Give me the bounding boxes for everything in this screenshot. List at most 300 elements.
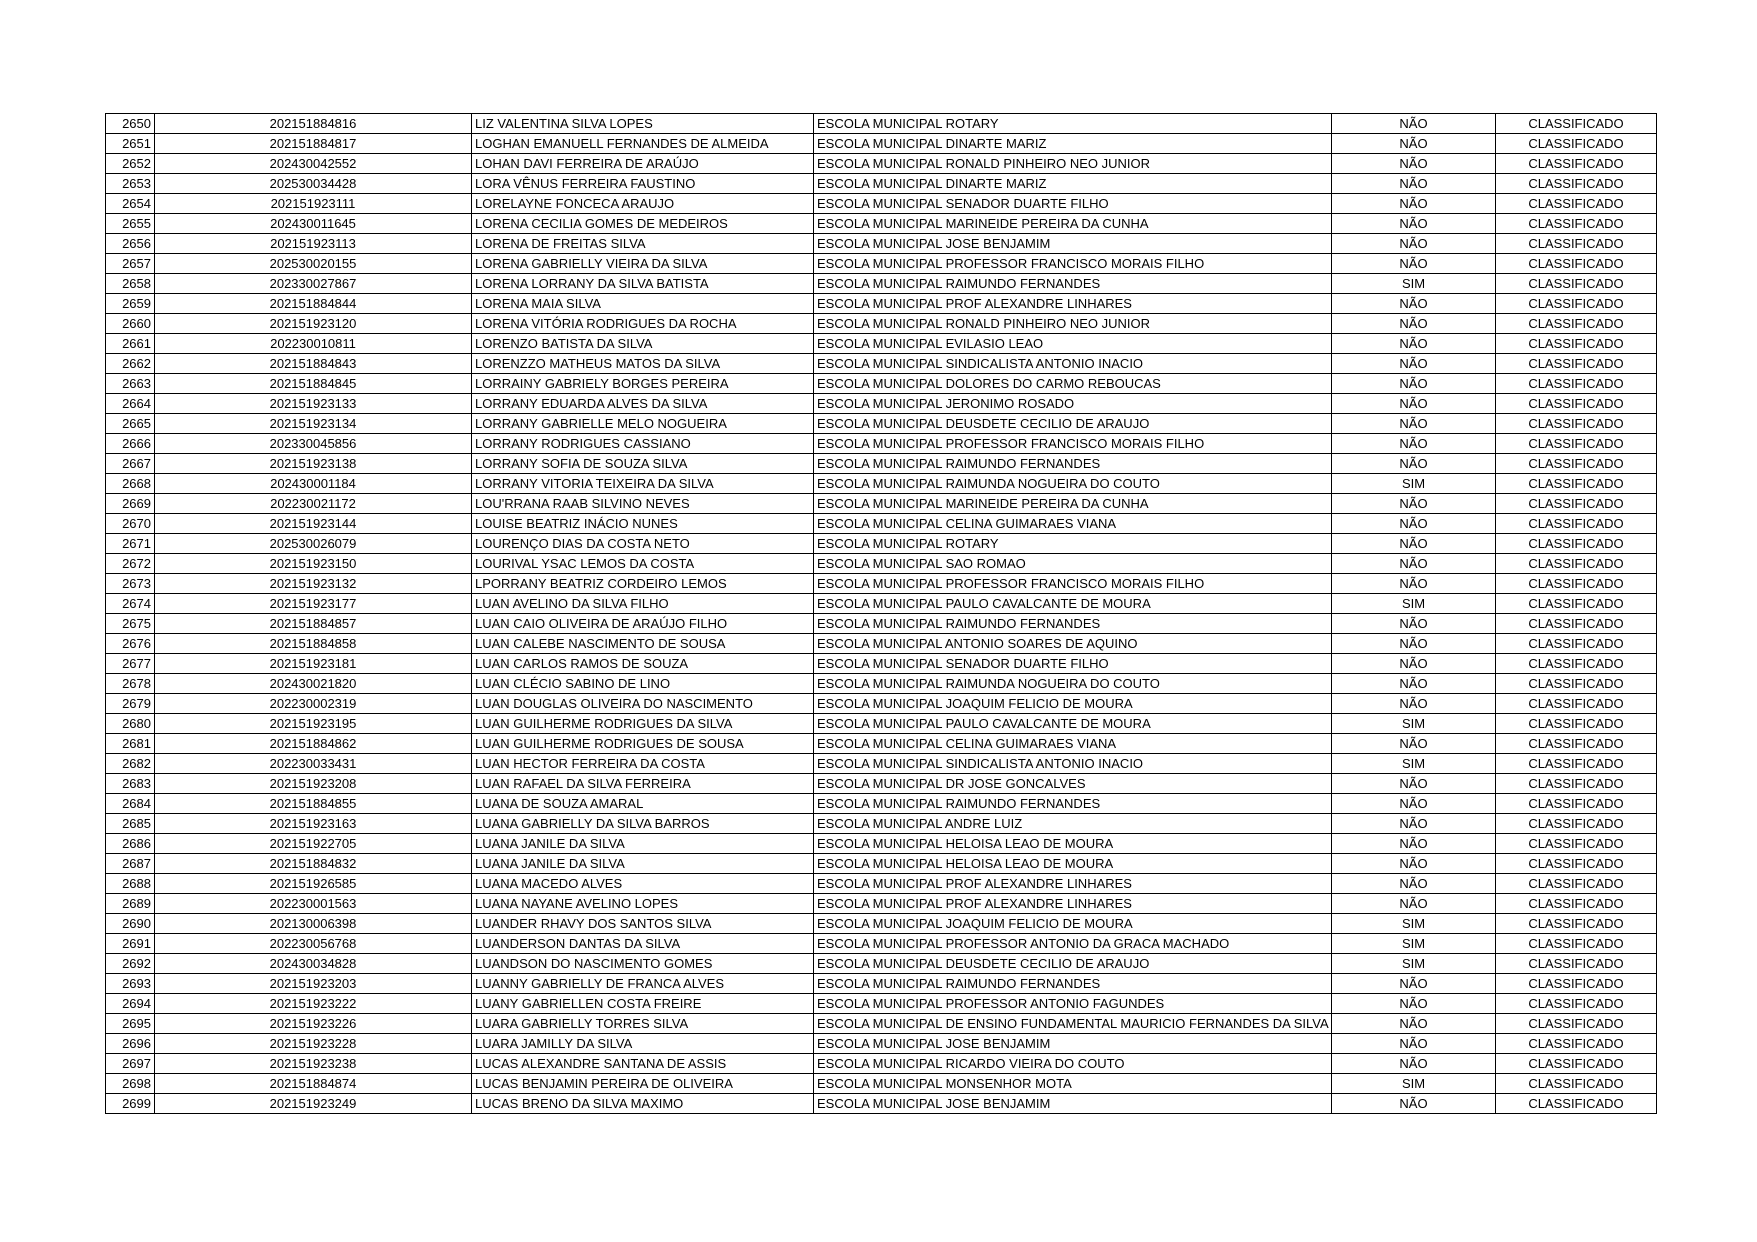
- status-cell: CLASSIFICADO: [1496, 874, 1657, 894]
- table-row: [106, 634, 1657, 654]
- row-number-cell: 2662: [106, 354, 155, 374]
- row-number-cell: 2658: [106, 274, 155, 294]
- student-name-cell: LORRANY EDUARDA ALVES DA SILVA: [472, 394, 814, 414]
- sim-nao-cell: NÃO: [1332, 434, 1496, 454]
- table-row: [106, 1074, 1657, 1094]
- student-name-cell: LUAN GUILHERME RODRIGUES DA SILVA: [472, 714, 814, 734]
- row-number-cell: 2654: [106, 194, 155, 214]
- registration-id-cell: 202151884857: [155, 614, 472, 634]
- sim-nao-cell: SIM: [1332, 714, 1496, 734]
- school-name-cell: ESCOLA MUNICIPAL RAIMUNDO FERNANDES: [814, 794, 1332, 814]
- sim-nao-cell: NÃO: [1332, 814, 1496, 834]
- registration-id-cell: 202230021172: [155, 494, 472, 514]
- row-number-cell: 2689: [106, 894, 155, 914]
- registration-id-cell: 202151923208: [155, 774, 472, 794]
- row-number-cell: 2650: [106, 114, 155, 134]
- table-row: [106, 234, 1657, 254]
- row-number-cell: 2652: [106, 154, 155, 174]
- table-row: [106, 734, 1657, 754]
- table-row: [106, 274, 1657, 294]
- status-cell: CLASSIFICADO: [1496, 694, 1657, 714]
- row-number-cell: 2656: [106, 234, 155, 254]
- status-cell: CLASSIFICADO: [1496, 594, 1657, 614]
- status-cell: CLASSIFICADO: [1496, 234, 1657, 254]
- status-cell: CLASSIFICADO: [1496, 674, 1657, 694]
- sim-nao-cell: NÃO: [1332, 894, 1496, 914]
- status-cell: CLASSIFICADO: [1496, 494, 1657, 514]
- table-row: [106, 694, 1657, 714]
- row-number-cell: 2675: [106, 614, 155, 634]
- table-row: [106, 534, 1657, 554]
- registration-id-cell: 202151923228: [155, 1034, 472, 1054]
- table-row: [106, 854, 1657, 874]
- school-name-cell: ESCOLA MUNICIPAL RONALD PINHEIRO NEO JUNIOR: [814, 154, 1332, 174]
- table-row: [106, 794, 1657, 814]
- status-cell: CLASSIFICADO: [1496, 254, 1657, 274]
- status-cell: CLASSIFICADO: [1496, 1074, 1657, 1094]
- school-name-cell: ESCOLA MUNICIPAL JOAQUIM FELICIO DE MOURA: [814, 694, 1332, 714]
- table-row: [106, 1034, 1657, 1054]
- row-number-cell: 2684: [106, 794, 155, 814]
- registration-id-cell: 202151923120: [155, 314, 472, 334]
- row-number-cell: 2674: [106, 594, 155, 614]
- row-number-cell: 2680: [106, 714, 155, 734]
- registration-id-cell: 202151884874: [155, 1074, 472, 1094]
- school-name-cell: ESCOLA MUNICIPAL DINARTE MARIZ: [814, 134, 1332, 154]
- row-number-cell: 2693: [106, 974, 155, 994]
- table-row: [106, 414, 1657, 434]
- status-cell: CLASSIFICADO: [1496, 954, 1657, 974]
- table-row: [106, 474, 1657, 494]
- school-name-cell: ESCOLA MUNICIPAL DR JOSE GONCALVES: [814, 774, 1332, 794]
- sim-nao-cell: NÃO: [1332, 674, 1496, 694]
- row-number-cell: 2686: [106, 834, 155, 854]
- student-name-cell: LUARA GABRIELLY TORRES SILVA: [472, 1014, 814, 1034]
- registration-id-cell: 202230033431: [155, 754, 472, 774]
- student-name-cell: LUCAS BENJAMIN PEREIRA DE OLIVEIRA: [472, 1074, 814, 1094]
- registration-id-cell: 202151923150: [155, 554, 472, 574]
- sim-nao-cell: NÃO: [1332, 974, 1496, 994]
- status-cell: CLASSIFICADO: [1496, 274, 1657, 294]
- row-number-cell: 2665: [106, 414, 155, 434]
- registration-id-cell: 202151884816: [155, 114, 472, 134]
- student-name-cell: LUAN CARLOS RAMOS DE SOUZA: [472, 654, 814, 674]
- sim-nao-cell: NÃO: [1332, 414, 1496, 434]
- status-cell: CLASSIFICADO: [1496, 1034, 1657, 1054]
- sim-nao-cell: NÃO: [1332, 454, 1496, 474]
- status-cell: CLASSIFICADO: [1496, 514, 1657, 534]
- table-row: [106, 134, 1657, 154]
- student-name-cell: LUANA NAYANE AVELINO LOPES: [472, 894, 814, 914]
- sim-nao-cell: NÃO: [1332, 214, 1496, 234]
- table-row: [106, 314, 1657, 334]
- registration-id-cell: 202151884817: [155, 134, 472, 154]
- school-name-cell: ESCOLA MUNICIPAL DINARTE MARIZ: [814, 174, 1332, 194]
- status-cell: CLASSIFICADO: [1496, 334, 1657, 354]
- registration-id-cell: 202151923113: [155, 234, 472, 254]
- status-cell: CLASSIFICADO: [1496, 794, 1657, 814]
- results-table-body: [106, 114, 1657, 1114]
- sim-nao-cell: NÃO: [1332, 694, 1496, 714]
- row-number-cell: 2673: [106, 574, 155, 594]
- table-row: [106, 774, 1657, 794]
- sim-nao-cell: NÃO: [1332, 374, 1496, 394]
- table-row: [106, 554, 1657, 574]
- registration-id-cell: 202151923134: [155, 414, 472, 434]
- status-cell: CLASSIFICADO: [1496, 654, 1657, 674]
- status-cell: CLASSIFICADO: [1496, 974, 1657, 994]
- row-number-cell: 2661: [106, 334, 155, 354]
- registration-id-cell: 202530020155: [155, 254, 472, 274]
- sim-nao-cell: NÃO: [1332, 634, 1496, 654]
- registration-id-cell: 202151923144: [155, 514, 472, 534]
- row-number-cell: 2677: [106, 654, 155, 674]
- student-name-cell: LUANA MACEDO ALVES: [472, 874, 814, 894]
- student-name-cell: LORENA VITÓRIA RODRIGUES DA ROCHA: [472, 314, 814, 334]
- student-name-cell: LORENA GABRIELLY VIEIRA DA SILVA: [472, 254, 814, 274]
- registration-id-cell: 202230056768: [155, 934, 472, 954]
- sim-nao-cell: SIM: [1332, 914, 1496, 934]
- table-row: [106, 714, 1657, 734]
- registration-id-cell: 202230002319: [155, 694, 472, 714]
- school-name-cell: ESCOLA MUNICIPAL RAIMUNDO FERNANDES: [814, 274, 1332, 294]
- sim-nao-cell: NÃO: [1332, 234, 1496, 254]
- table-row: [106, 114, 1657, 134]
- status-cell: CLASSIFICADO: [1496, 154, 1657, 174]
- row-number-cell: 2683: [106, 774, 155, 794]
- student-name-cell: LOURIVAL YSAC LEMOS DA COSTA: [472, 554, 814, 574]
- table-row: [106, 934, 1657, 954]
- school-name-cell: ESCOLA MUNICIPAL MARINEIDE PEREIRA DA CUNHA: [814, 214, 1332, 234]
- registration-id-cell: 202151884845: [155, 374, 472, 394]
- sim-nao-cell: NÃO: [1332, 194, 1496, 214]
- status-cell: CLASSIFICADO: [1496, 1014, 1657, 1034]
- student-name-cell: LUANA GABRIELLY DA SILVA BARROS: [472, 814, 814, 834]
- student-name-cell: LORRANY VITORIA TEIXEIRA DA SILVA: [472, 474, 814, 494]
- sim-nao-cell: SIM: [1332, 754, 1496, 774]
- school-name-cell: ESCOLA MUNICIPAL CELINA GUIMARAES VIANA: [814, 734, 1332, 754]
- student-name-cell: LIZ VALENTINA SILVA LOPES: [472, 114, 814, 134]
- row-number-cell: 2676: [106, 634, 155, 654]
- student-name-cell: LUANY GABRIELLEN COSTA FREIRE: [472, 994, 814, 1014]
- student-name-cell: LORA VÊNUS FERREIRA FAUSTINO: [472, 174, 814, 194]
- sim-nao-cell: NÃO: [1332, 774, 1496, 794]
- school-name-cell: ESCOLA MUNICIPAL HELOISA LEAO DE MOURA: [814, 834, 1332, 854]
- sim-nao-cell: NÃO: [1332, 834, 1496, 854]
- sim-nao-cell: SIM: [1332, 1074, 1496, 1094]
- table-row: [106, 254, 1657, 274]
- registration-id-cell: 202151884858: [155, 634, 472, 654]
- student-name-cell: LUCAS BRENO DA SILVA MAXIMO: [472, 1094, 814, 1114]
- row-number-cell: 2696: [106, 1034, 155, 1054]
- status-cell: CLASSIFICADO: [1496, 194, 1657, 214]
- registration-id-cell: 202151923177: [155, 594, 472, 614]
- sim-nao-cell: SIM: [1332, 474, 1496, 494]
- row-number-cell: 2651: [106, 134, 155, 154]
- school-name-cell: ESCOLA MUNICIPAL PROFESSOR ANTONIO DA GRACA MACHADO: [814, 934, 1332, 954]
- registration-id-cell: 202151884843: [155, 354, 472, 374]
- sim-nao-cell: NÃO: [1332, 514, 1496, 534]
- school-name-cell: ESCOLA MUNICIPAL PROFESSOR FRANCISCO MORAIS FILHO: [814, 254, 1332, 274]
- school-name-cell: ESCOLA MUNICIPAL SINDICALISTA ANTONIO INACIO: [814, 754, 1332, 774]
- table-row: [106, 994, 1657, 1014]
- row-number-cell: 2653: [106, 174, 155, 194]
- registration-id-cell: 202151922705: [155, 834, 472, 854]
- school-name-cell: ESCOLA MUNICIPAL MARINEIDE PEREIRA DA CUNHA: [814, 494, 1332, 514]
- status-cell: CLASSIFICADO: [1496, 474, 1657, 494]
- status-cell: CLASSIFICADO: [1496, 614, 1657, 634]
- sim-nao-cell: NÃO: [1332, 394, 1496, 414]
- status-cell: CLASSIFICADO: [1496, 714, 1657, 734]
- table-row: [106, 1014, 1657, 1034]
- status-cell: CLASSIFICADO: [1496, 734, 1657, 754]
- student-name-cell: LORENA LORRANY DA SILVA BATISTA: [472, 274, 814, 294]
- registration-id-cell: 202151923111: [155, 194, 472, 214]
- table-row: [106, 514, 1657, 534]
- student-name-cell: LORENZZO MATHEUS MATOS DA SILVA: [472, 354, 814, 374]
- status-cell: CLASSIFICADO: [1496, 534, 1657, 554]
- sim-nao-cell: NÃO: [1332, 314, 1496, 334]
- school-name-cell: ESCOLA MUNICIPAL ROTARY: [814, 114, 1332, 134]
- status-cell: CLASSIFICADO: [1496, 114, 1657, 134]
- registration-id-cell: 202151923138: [155, 454, 472, 474]
- status-cell: CLASSIFICADO: [1496, 814, 1657, 834]
- status-cell: CLASSIFICADO: [1496, 454, 1657, 474]
- sim-nao-cell: NÃO: [1332, 174, 1496, 194]
- registration-id-cell: 202151923163: [155, 814, 472, 834]
- school-name-cell: ESCOLA MUNICIPAL JOSE BENJAMIM: [814, 234, 1332, 254]
- student-name-cell: LUAN HECTOR FERREIRA DA COSTA: [472, 754, 814, 774]
- table-row: [106, 874, 1657, 894]
- table-row: [106, 194, 1657, 214]
- row-number-cell: 2672: [106, 554, 155, 574]
- status-cell: CLASSIFICADO: [1496, 354, 1657, 374]
- row-number-cell: 2695: [106, 1014, 155, 1034]
- student-name-cell: LOURENÇO DIAS DA COSTA NETO: [472, 534, 814, 554]
- registration-id-cell: 202151923133: [155, 394, 472, 414]
- school-name-cell: ESCOLA MUNICIPAL PAULO CAVALCANTE DE MOURA: [814, 594, 1332, 614]
- school-name-cell: ESCOLA MUNICIPAL SENADOR DUARTE FILHO: [814, 194, 1332, 214]
- table-row: [106, 894, 1657, 914]
- registration-id-cell: 202330027867: [155, 274, 472, 294]
- sim-nao-cell: NÃO: [1332, 1054, 1496, 1074]
- registration-id-cell: 202230010811: [155, 334, 472, 354]
- status-cell: CLASSIFICADO: [1496, 374, 1657, 394]
- registration-id-cell: 202151884844: [155, 294, 472, 314]
- status-cell: CLASSIFICADO: [1496, 574, 1657, 594]
- school-name-cell: ESCOLA MUNICIPAL EVILASIO LEAO: [814, 334, 1332, 354]
- row-number-cell: 2697: [106, 1054, 155, 1074]
- registration-id-cell: 202130006398: [155, 914, 472, 934]
- row-number-cell: 2663: [106, 374, 155, 394]
- student-name-cell: LORRANY RODRIGUES CASSIANO: [472, 434, 814, 454]
- table-row: [106, 1094, 1657, 1114]
- school-name-cell: ESCOLA MUNICIPAL JERONIMO ROSADO: [814, 394, 1332, 414]
- school-name-cell: ESCOLA MUNICIPAL DOLORES DO CARMO REBOUCAS: [814, 374, 1332, 394]
- student-name-cell: LUCAS ALEXANDRE SANTANA DE ASSIS: [472, 1054, 814, 1074]
- status-cell: CLASSIFICADO: [1496, 914, 1657, 934]
- status-cell: CLASSIFICADO: [1496, 1054, 1657, 1074]
- row-number-cell: 2685: [106, 814, 155, 834]
- status-cell: CLASSIFICADO: [1496, 994, 1657, 1014]
- row-number-cell: 2659: [106, 294, 155, 314]
- table-row: [106, 614, 1657, 634]
- status-cell: CLASSIFICADO: [1496, 854, 1657, 874]
- registration-id-cell: 202151923203: [155, 974, 472, 994]
- student-name-cell: LUANA JANILE DA SILVA: [472, 834, 814, 854]
- table-row: [106, 754, 1657, 774]
- registration-id-cell: 202151923238: [155, 1054, 472, 1074]
- student-name-cell: LOU'RRANA RAAB SILVINO NEVES: [472, 494, 814, 514]
- student-name-cell: LOGHAN EMANUELL FERNANDES DE ALMEIDA: [472, 134, 814, 154]
- row-number-cell: 2699: [106, 1094, 155, 1114]
- student-name-cell: LUAN CLÉCIO SABINO DE LINO: [472, 674, 814, 694]
- student-name-cell: LUAN RAFAEL DA SILVA FERREIRA: [472, 774, 814, 794]
- status-cell: CLASSIFICADO: [1496, 314, 1657, 334]
- status-cell: CLASSIFICADO: [1496, 834, 1657, 854]
- table-row: [106, 834, 1657, 854]
- status-cell: CLASSIFICADO: [1496, 1094, 1657, 1114]
- status-cell: CLASSIFICADO: [1496, 294, 1657, 314]
- row-number-cell: 2681: [106, 734, 155, 754]
- row-number-cell: 2667: [106, 454, 155, 474]
- school-name-cell: ESCOLA MUNICIPAL ANTONIO SOARES DE AQUINO: [814, 634, 1332, 654]
- school-name-cell: ESCOLA MUNICIPAL RAIMUNDO FERNANDES: [814, 614, 1332, 634]
- status-cell: CLASSIFICADO: [1496, 774, 1657, 794]
- sim-nao-cell: NÃO: [1332, 494, 1496, 514]
- school-name-cell: ESCOLA MUNICIPAL SINDICALISTA ANTONIO INACIO: [814, 354, 1332, 374]
- student-name-cell: LPORRANY BEATRIZ CORDEIRO LEMOS: [472, 574, 814, 594]
- row-number-cell: 2671: [106, 534, 155, 554]
- status-cell: CLASSIFICADO: [1496, 754, 1657, 774]
- sim-nao-cell: NÃO: [1332, 114, 1496, 134]
- table-row: [106, 494, 1657, 514]
- registration-id-cell: 202430034828: [155, 954, 472, 974]
- status-cell: CLASSIFICADO: [1496, 934, 1657, 954]
- sim-nao-cell: SIM: [1332, 274, 1496, 294]
- table-row: [106, 954, 1657, 974]
- registration-id-cell: 202430011645: [155, 214, 472, 234]
- row-number-cell: 2690: [106, 914, 155, 934]
- registration-id-cell: 202151884862: [155, 734, 472, 754]
- sim-nao-cell: NÃO: [1332, 614, 1496, 634]
- row-number-cell: 2688: [106, 874, 155, 894]
- sim-nao-cell: NÃO: [1332, 794, 1496, 814]
- school-name-cell: ESCOLA MUNICIPAL PROFESSOR ANTONIO FAGUNDES: [814, 994, 1332, 1014]
- registration-id-cell: 202151884832: [155, 854, 472, 874]
- status-cell: CLASSIFICADO: [1496, 634, 1657, 654]
- sim-nao-cell: NÃO: [1332, 874, 1496, 894]
- document-page: [105, 113, 1656, 1114]
- student-name-cell: LOUISE BEATRIZ INÁCIO NUNES: [472, 514, 814, 534]
- table-row: [106, 914, 1657, 934]
- registration-id-cell: 202430042552: [155, 154, 472, 174]
- status-cell: CLASSIFICADO: [1496, 394, 1657, 414]
- registration-id-cell: 202430001184: [155, 474, 472, 494]
- student-name-cell: LUAN CAIO OLIVEIRA DE ARAÚJO FILHO: [472, 614, 814, 634]
- status-cell: CLASSIFICADO: [1496, 894, 1657, 914]
- results-table: [105, 113, 1657, 1114]
- student-name-cell: LUANA DE SOUZA AMARAL: [472, 794, 814, 814]
- table-row: [106, 594, 1657, 614]
- table-row: [106, 154, 1657, 174]
- school-name-cell: ESCOLA MUNICIPAL PROF ALEXANDRE LINHARES: [814, 894, 1332, 914]
- registration-id-cell: 202530026079: [155, 534, 472, 554]
- sim-nao-cell: NÃO: [1332, 1014, 1496, 1034]
- row-number-cell: 2666: [106, 434, 155, 454]
- school-name-cell: ESCOLA MUNICIPAL PROFESSOR FRANCISCO MORAIS FILHO: [814, 434, 1332, 454]
- student-name-cell: LORENA DE FREITAS SILVA: [472, 234, 814, 254]
- registration-id-cell: 202151923222: [155, 994, 472, 1014]
- row-number-cell: 2668: [106, 474, 155, 494]
- school-name-cell: ESCOLA MUNICIPAL ROTARY: [814, 534, 1332, 554]
- row-number-cell: 2687: [106, 854, 155, 874]
- student-name-cell: LUARA JAMILLY DA SILVA: [472, 1034, 814, 1054]
- row-number-cell: 2655: [106, 214, 155, 234]
- table-row: [106, 434, 1657, 454]
- school-name-cell: ESCOLA MUNICIPAL PROF ALEXANDRE LINHARES: [814, 294, 1332, 314]
- school-name-cell: ESCOLA MUNICIPAL RAIMUNDO FERNANDES: [814, 974, 1332, 994]
- sim-nao-cell: NÃO: [1332, 534, 1496, 554]
- sim-nao-cell: NÃO: [1332, 254, 1496, 274]
- row-number-cell: 2670: [106, 514, 155, 534]
- registration-id-cell: 202151923181: [155, 654, 472, 674]
- registration-id-cell: 202330045856: [155, 434, 472, 454]
- sim-nao-cell: NÃO: [1332, 554, 1496, 574]
- school-name-cell: ESCOLA MUNICIPAL PROFESSOR FRANCISCO MORAIS FILHO: [814, 574, 1332, 594]
- student-name-cell: LUAN DOUGLAS OLIVEIRA DO NASCIMENTO: [472, 694, 814, 714]
- sim-nao-cell: NÃO: [1332, 654, 1496, 674]
- table-row: [106, 374, 1657, 394]
- school-name-cell: ESCOLA MUNICIPAL CELINA GUIMARAES VIANA: [814, 514, 1332, 534]
- sim-nao-cell: NÃO: [1332, 994, 1496, 1014]
- table-row: [106, 294, 1657, 314]
- table-row: [106, 674, 1657, 694]
- row-number-cell: 2694: [106, 994, 155, 1014]
- table-row: [106, 454, 1657, 474]
- table-row: [106, 354, 1657, 374]
- sim-nao-cell: SIM: [1332, 954, 1496, 974]
- table-row: [106, 974, 1657, 994]
- student-name-cell: LUANA JANILE DA SILVA: [472, 854, 814, 874]
- row-number-cell: 2698: [106, 1074, 155, 1094]
- status-cell: CLASSIFICADO: [1496, 174, 1657, 194]
- school-name-cell: ESCOLA MUNICIPAL DEUSDETE CECILIO DE ARAUJO: [814, 414, 1332, 434]
- row-number-cell: 2678: [106, 674, 155, 694]
- student-name-cell: LUAN AVELINO DA SILVA FILHO: [472, 594, 814, 614]
- table-row: [106, 394, 1657, 414]
- student-name-cell: LUANDER RHAVY DOS SANTOS SILVA: [472, 914, 814, 934]
- school-name-cell: ESCOLA MUNICIPAL RICARDO VIEIRA DO COUTO: [814, 1054, 1332, 1074]
- registration-id-cell: 202530034428: [155, 174, 472, 194]
- status-cell: CLASSIFICADO: [1496, 434, 1657, 454]
- student-name-cell: LORRAINY GABRIELY BORGES PEREIRA: [472, 374, 814, 394]
- student-name-cell: LUANDSON DO NASCIMENTO GOMES: [472, 954, 814, 974]
- registration-id-cell: 202230001563: [155, 894, 472, 914]
- table-row: [106, 574, 1657, 594]
- school-name-cell: ESCOLA MUNICIPAL SAO ROMAO: [814, 554, 1332, 574]
- table-row: [106, 654, 1657, 674]
- registration-id-cell: 202151923132: [155, 574, 472, 594]
- school-name-cell: ESCOLA MUNICIPAL SENADOR DUARTE FILHO: [814, 654, 1332, 674]
- table-row: [106, 814, 1657, 834]
- student-name-cell: LUAN CALEBE NASCIMENTO DE SOUSA: [472, 634, 814, 654]
- row-number-cell: 2691: [106, 934, 155, 954]
- school-name-cell: ESCOLA MUNICIPAL PAULO CAVALCANTE DE MOURA: [814, 714, 1332, 734]
- sim-nao-cell: NÃO: [1332, 1034, 1496, 1054]
- school-name-cell: ESCOLA MUNICIPAL MONSENHOR MOTA: [814, 1074, 1332, 1094]
- registration-id-cell: 202151923195: [155, 714, 472, 734]
